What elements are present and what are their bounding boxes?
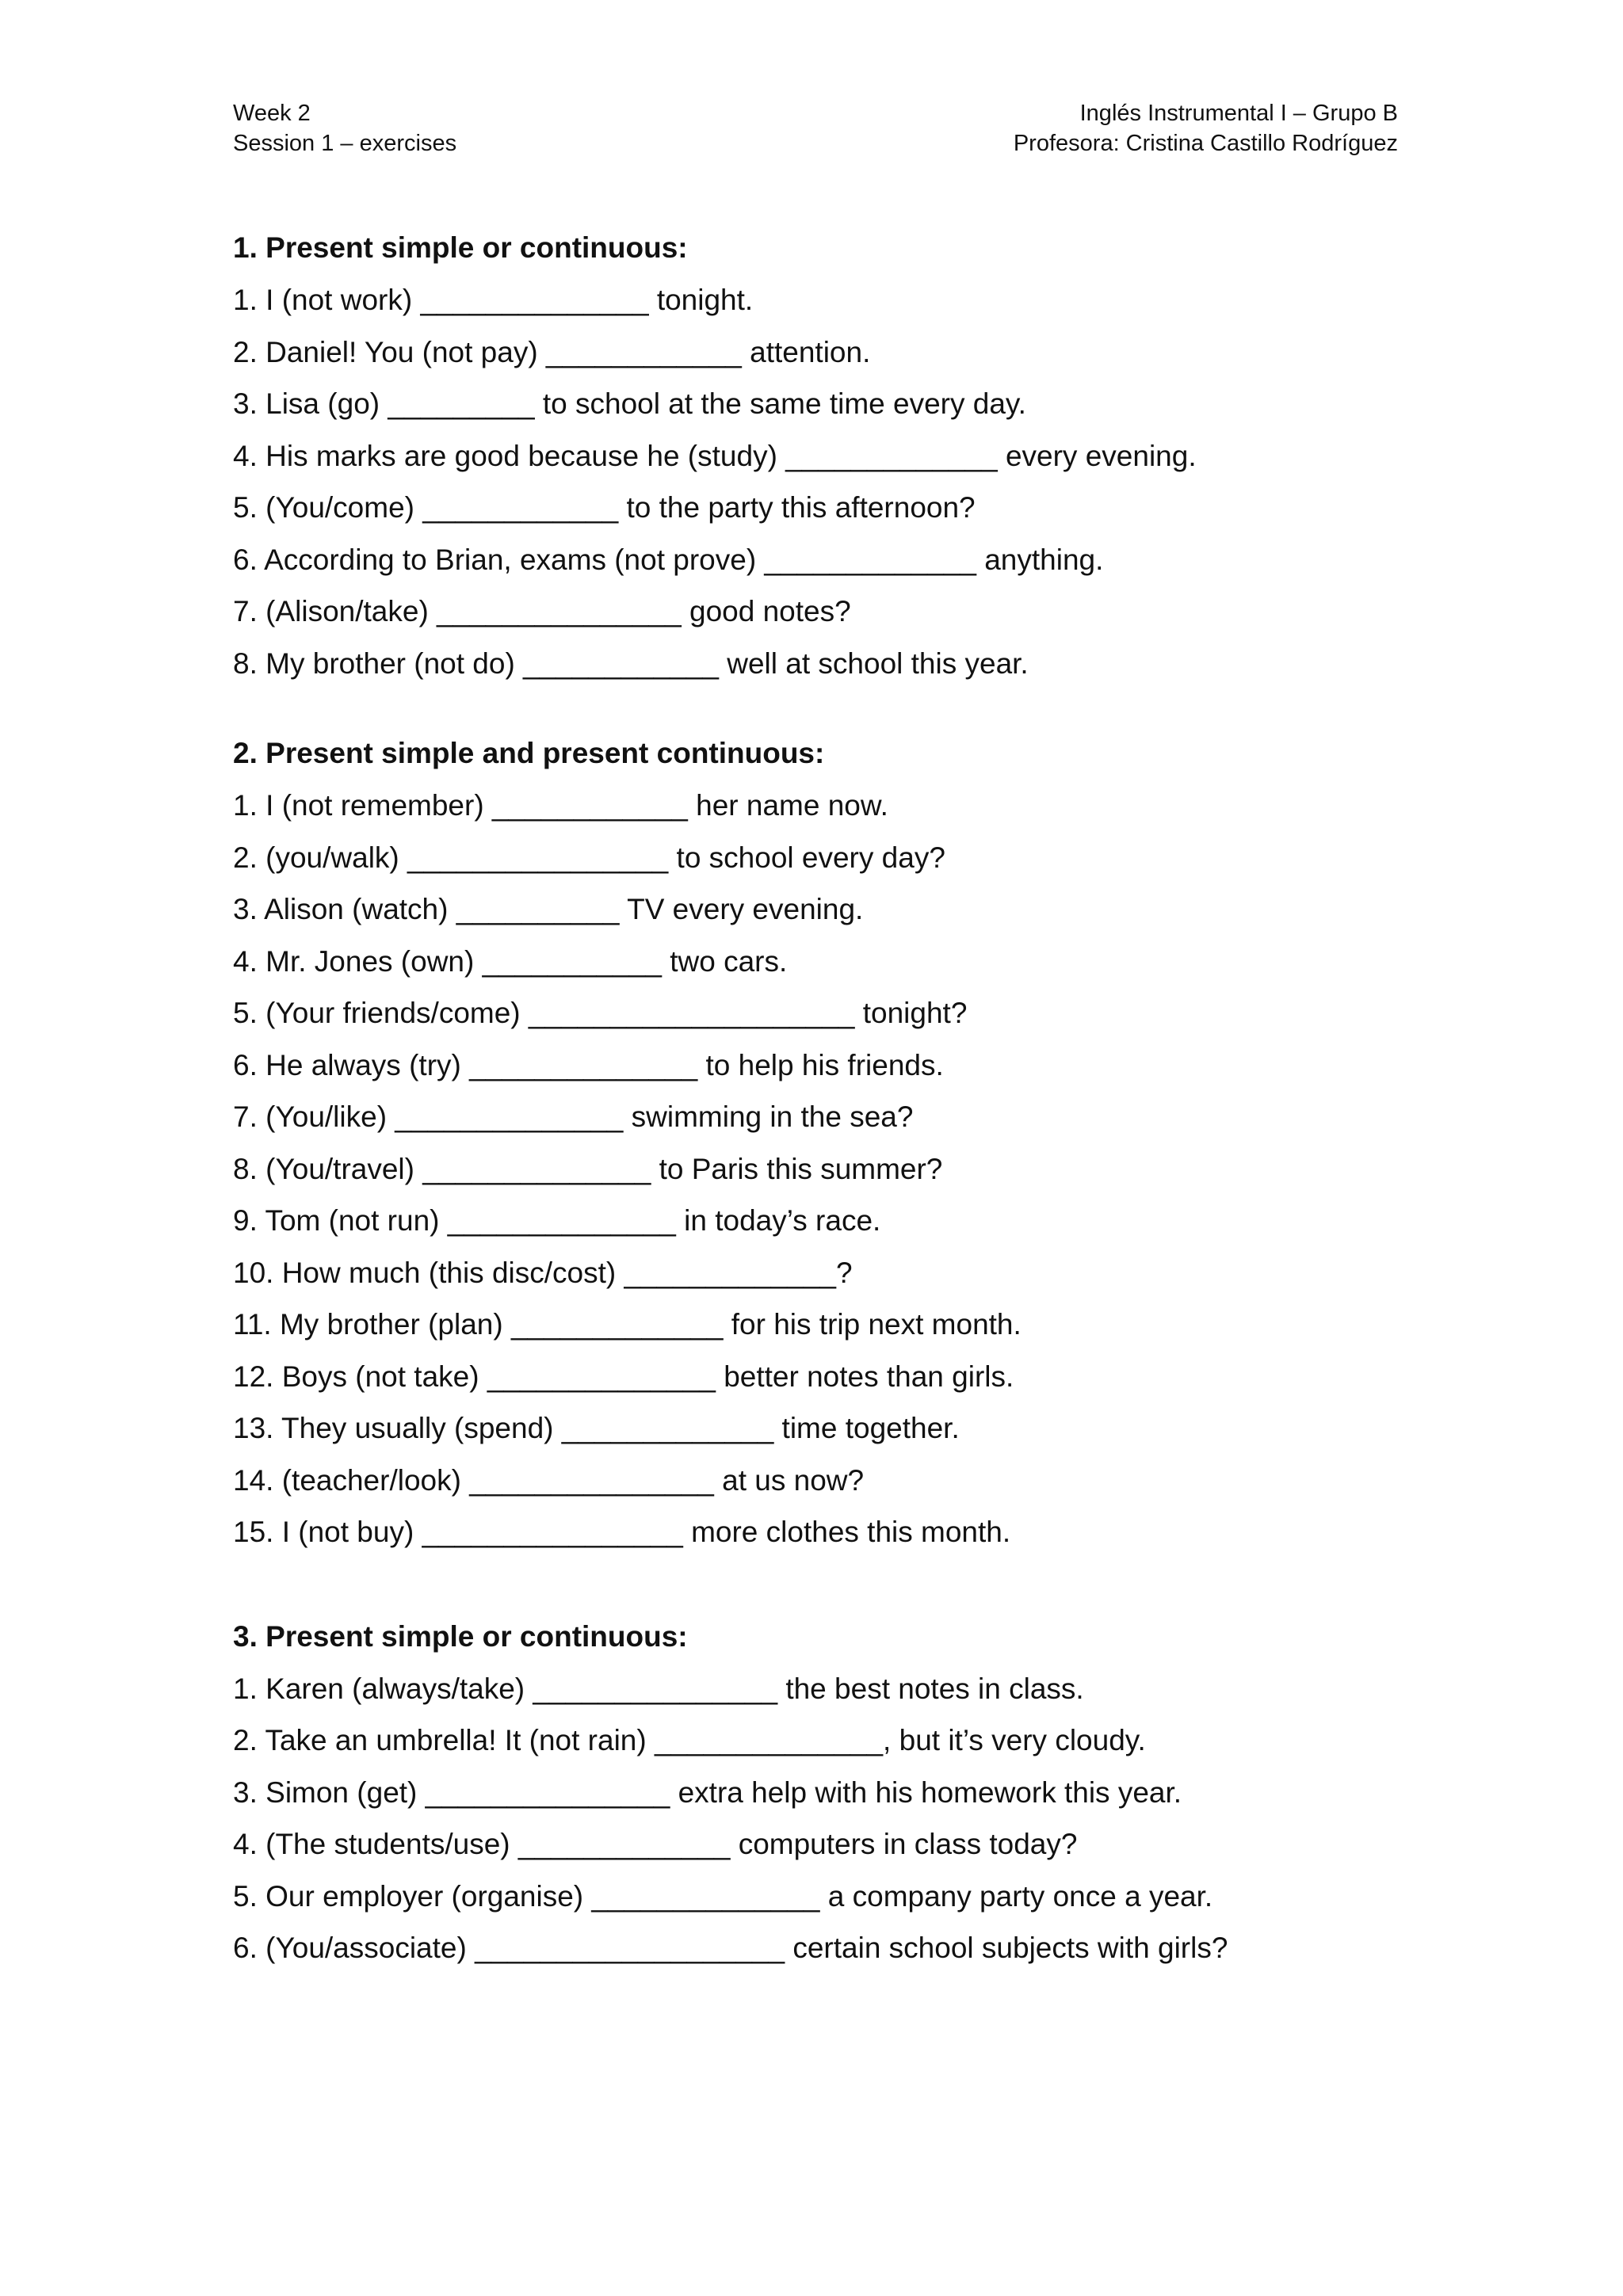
exercise-item: 1. I (not remember) ____________ her name now. [233,789,888,822]
exercise-item: 3. Simon (get) _______________ extra help with his homework this year. [233,1775,1182,1809]
exercise-item: 7. (You/like) ______________ swimming in the sea? [233,1100,914,1133]
exercise-item: 6. He always (try) ______________ to help his friends. [233,1048,944,1081]
course-label: Inglés Instrumental I – Grupo B [1079,101,1398,126]
exercise-content [233,222,1422,1974]
exercise-item: 2. Take an umbrella! It (not rain) ______________, but it’s very cloudy. [233,1724,1146,1756]
exercise-item: 3. Lisa (go) _________ to school at the same time every day. [233,387,1026,420]
session-label: Session 1 – exercises [233,131,457,156]
section-title: 1. Present simple or continuous: [233,231,688,264]
exercise-item: 10. How much (this disc/cost) _____________? [233,1256,853,1289]
header-right [1014,98,1398,158]
exercise-section-3 [233,1611,1422,1974]
exercise-item: 4. Mr. Jones (own) ___________ two cars. [233,944,788,978]
exercise-section-2 [233,727,1422,1558]
exercise-item: 6. According to Brian, exams (not prove) _____________ anything. [233,543,1104,576]
exercise-section-1 [233,222,1422,689]
exercise-item: 9. Tom (not run) ______________ in today’s race. [233,1204,881,1237]
exercise-item: 5. (You/come) ____________ to the party this afternoon? [233,491,976,524]
exercise-item: 1. Karen (always/take) _______________ the best notes in class. [233,1672,1084,1705]
header-left [233,98,456,158]
exercise-item: 2. (you/walk) ________________ to school every day? [233,841,945,874]
exercise-item: 6. (You/associate) ___________________ certain school subjects with girls? [233,1932,1228,1964]
section-spacer [233,689,1422,727]
exercise-item: 12. Boys (not take) ______________ better notes than girls. [233,1360,1014,1393]
exercise-item: 5. Our employer (organise) ______________ a company party once a year. [233,1879,1213,1913]
exercise-item: 14. (teacher/look) _______________ at us now? [233,1463,865,1497]
exercise-item: 7. (Alison/take) _______________ good notes? [233,595,851,627]
exercise-item: 8. (You/travel) ______________ to Paris this summer? [233,1152,943,1185]
exercise-item: 4. (The students/use) _____________ computers in class today? [233,1828,1078,1860]
exercise-item: 13. They usually (spend) _____________ time together. [233,1412,960,1444]
section-title: 3. Present simple or continuous: [233,1619,688,1653]
exercise-item: 11. My brother (plan) _____________ for his trip next month. [233,1308,1022,1341]
section-title: 2. Present simple and present continuous: [233,737,825,769]
exercise-item: 8. My brother (not do) ____________ well at school this year. [233,646,1029,680]
section-spacer [233,1558,1422,1611]
exercise-item: 4. His marks are good because he (study) _____________ every evening. [233,439,1197,472]
exercise-item: 3. Alison (watch) __________ TV every evening. [233,893,864,925]
exercise-item: 5. (Your friends/come) ____________________ tonight? [233,997,968,1029]
exercise-item: 1. I (not work) ______________ tonight. [233,284,754,316]
week-label: Week 2 [233,101,311,126]
exercise-item: 2. Daniel! You (not pay) ____________ attention. [233,335,871,368]
exercise-item: 15. I (not buy) ________________ more clothes this month. [233,1516,1011,1548]
teacher-label: Profesora: Cristina Castillo Rodríguez [1013,131,1398,156]
